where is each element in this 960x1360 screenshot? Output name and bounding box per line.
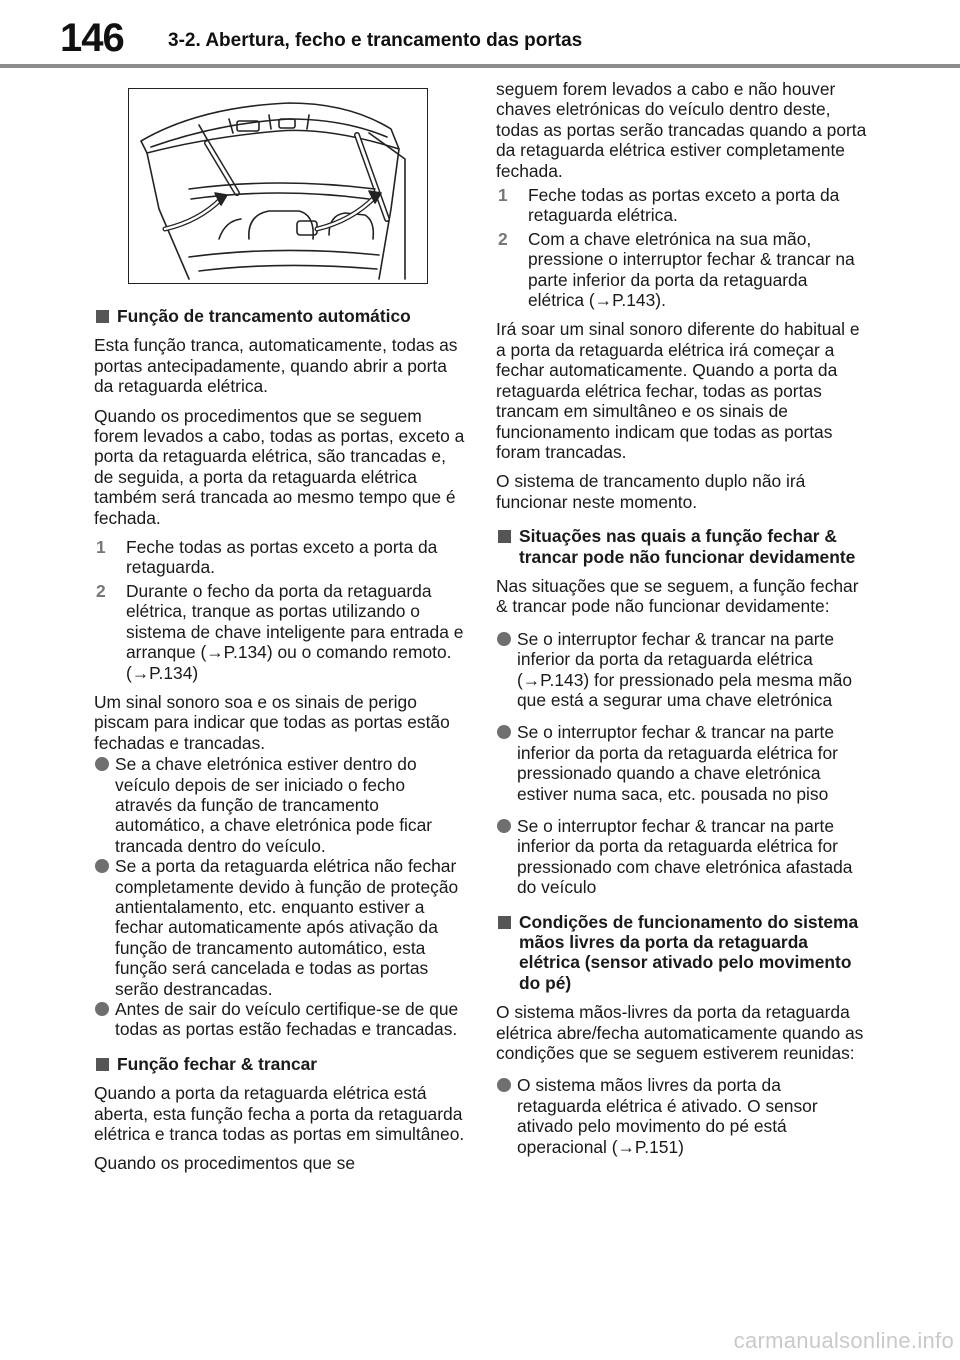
bullet-dot-icon	[497, 725, 511, 739]
close-lock-procedure-start: Quando os procedimentos que se	[94, 1153, 356, 1174]
bullet-dot-icon	[497, 819, 511, 833]
left-column	[94, 306, 466, 1183]
section-title: 3-2. Abertura, fecho e trancamento das portas	[168, 30, 583, 51]
bullet-dot-icon	[497, 632, 511, 646]
auto-lock-procedure: Quando os procedimentos que se seguem forem levados a cabo, todas as portas, exceto a porta da retaguarda elétrica, são trancadas e, de seguida, a porta da retaguarda elétrica também será trancada ao mesmo tempo que é fechada.	[94, 405, 465, 528]
header-divider	[0, 64, 960, 68]
page-header	[0, 0, 960, 66]
list-item: Se o interruptor fechar & trancar na parte inferior da porta da retaguarda elétrica (→P.143) for pressionado pela mesma mão que está a segurar uma chave eletrónica	[496, 629, 868, 711]
double-lock-note: O sistema de trancamento duplo não irá funcionar neste momento.	[496, 471, 806, 512]
list-item: Se o interruptor fechar & trancar na parte inferior da porta da retaguarda elétrica for pressionado quando a chave eletrónica estiver numa saca, etc. pousada no piso	[496, 722, 868, 804]
close-lock-intro: Quando a porta da retaguarda elétrica está aberta, esta função fecha a porta da retaguarda elétrica e tranca todas as portas em simultâneo.	[94, 1083, 465, 1145]
bullet-dot-icon	[497, 1078, 511, 1092]
bullet-dot-icon	[95, 859, 109, 873]
close-lock-procedure-cont: seguem forem levados a cabo e não houver chaves eletrónicas do veículo dentro deste, todas as portas serão trancadas quando a porta da retaguarda elétrica estiver completamente fechada.	[496, 79, 867, 181]
step-item: 2 Durante o fecho da porta da retaguarda elétrica, tranque as portas utilizando o sistema de chave inteligente para entrada e arranque (→P.134) ou o comando remoto. (→P.134)	[96, 580, 464, 683]
list-item: Se a chave eletrónica estiver dentro do veículo depois de ser iniciado o fecho através da função de trancamento automático, a chave eletrónica pode ficar trancada dentro do veículo.	[94, 754, 466, 856]
page-number: 146	[60, 16, 124, 60]
square-bullet-icon	[498, 916, 511, 929]
watermark: carmanualsonline.info	[733, 1328, 954, 1353]
signal-note: Um sinal sonoro soa e os sinais de perigo piscam para indicar que todas as portas estão fechadas e trancadas.	[94, 691, 450, 753]
list-item: Se a porta da retaguarda elétrica não fechar completamente devido à função de proteção antientalamento, etc. enquanto estiver a fechar automaticamente após ativação da função de trancamento automático, esta função será cancelada e todas as portas serão destrancadas.	[94, 856, 466, 999]
handsfree-intro: O sistema mãos-livres da porta da retaguarda elétrica abre/fecha automaticamente quando as condições que se seguem estiverem reunidas:	[496, 1002, 864, 1064]
right-column	[496, 79, 868, 1165]
tailgate-illustration	[128, 88, 428, 284]
list-item: Se o interruptor fechar & trancar na parte inferior da porta da retaguarda elétrica for pressionado com chave eletrónica afastada do veículo	[496, 816, 868, 898]
handsfree-heading: Condições de funcionamento do sistema mãos livres da porta da retaguarda elétrica (sensor ativado pelo movimento do pé)	[496, 912, 868, 994]
situations-intro: Nas situações que se seguem, a função fechar & trancar pode não funcionar devidamente:	[496, 575, 859, 617]
auto-lock-intro: Esta função tranca, automaticamente, todas as portas antecipadamente, quando abrir a porta da retaguarda elétrica.	[94, 335, 458, 397]
situations-heading: Situações nas quais a função fechar & trancar pode não funcionar devidamente	[496, 526, 868, 567]
bullet-dot-icon	[95, 757, 109, 771]
step-item: 1 Feche todas as portas exceto a porta da retaguarda.	[96, 537, 438, 578]
close-lock-result: Irá soar um sinal sonoro diferente do habitual e a porta da retaguarda elétrica irá começar a fechar automaticamente. Quando a porta da retaguarda elétrica fechar, todas as portas trancam em simultâneo e os sinais de funcionamento indicam que todas as portas foram trancadas.	[496, 319, 860, 462]
list-item: O sistema mãos livres da porta da retaguarda elétrica é ativado. O sensor ativado pelo movimento do pé está operacional (→P.151)	[496, 1075, 868, 1157]
step-item: 2 Com a chave eletrónica na sua mão, pressione o interruptor fechar & trancar na parte inferior da porta da retaguarda elétrica (→P.143).	[498, 228, 855, 311]
close-lock-heading: Função fechar & trancar	[94, 1054, 466, 1074]
square-bullet-icon	[96, 1058, 109, 1071]
list-item: Antes de sair do veículo certifique-se de que todas as portas estão fechadas e trancadas.	[94, 999, 466, 1040]
square-bullet-icon	[96, 310, 109, 323]
auto-lock-heading: Função de trancamento automático	[94, 306, 466, 326]
square-bullet-icon	[498, 530, 511, 543]
step-item: 1 Feche todas as portas exceto a porta da retaguarda elétrica.	[498, 185, 840, 226]
bullet-dot-icon	[95, 1002, 109, 1016]
